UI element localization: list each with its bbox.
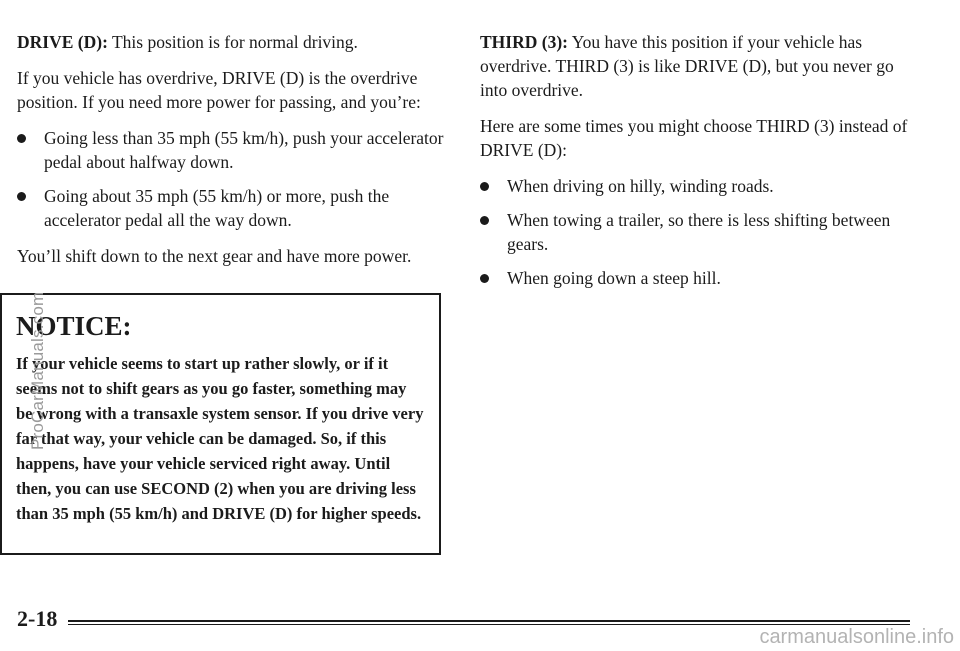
footer-divider bbox=[68, 620, 910, 625]
bottom-watermark: carmanualsonline.info bbox=[759, 626, 954, 648]
third-heading: THIRD (3): bbox=[480, 32, 568, 52]
right-column bbox=[480, 30, 920, 302]
drive-heading: DRIVE (D): bbox=[17, 32, 108, 52]
third-text: You have this position if your vehicle has overdrive. THIRD (3) is like DRIVE (D), but you never go into overdrive. bbox=[480, 32, 894, 100]
notice-title: NOTICE: bbox=[16, 311, 132, 341]
bullet-text: Going about 35 mph (55 km/h) or more, push the accelerator pedal all the way down. bbox=[44, 186, 390, 230]
bullet-text: When driving on hilly, winding roads. bbox=[507, 176, 774, 196]
list-item bbox=[480, 266, 920, 290]
bullet-text: When towing a trailer, so there is less shifting between gears. bbox=[507, 210, 891, 254]
bullet-text: When going down a steep hill. bbox=[507, 268, 721, 288]
bullet-icon bbox=[17, 134, 26, 143]
passing-bullet-list bbox=[17, 126, 449, 232]
notice-box bbox=[0, 293, 441, 555]
choose-paragraph: Here are some times you might choose THIRD (3) instead of DRIVE (D): bbox=[480, 116, 908, 160]
drive-text: This position is for normal driving. bbox=[107, 32, 358, 52]
notice-body: If your vehicle seems to start up rather slowly, or if it seems not to shift gears as you go faster, something may be wrong with a transaxle system sensor. If you drive very far that way, your vehicle can be damaged. So, if this happens, have your vehicle serviced right away. Until then, you can use SECOND (2) when you are driving less than 35 mph (55 km/h) and DRIVE (D) for higher speeds. bbox=[16, 354, 424, 523]
drive-paragraph bbox=[17, 30, 449, 54]
bullet-icon bbox=[480, 182, 489, 191]
bullet-text: Going less than 35 mph (55 km/h), push your accelerator pedal about halfway down. bbox=[44, 128, 444, 172]
bullet-icon bbox=[480, 216, 489, 225]
list-item bbox=[480, 208, 920, 256]
left-column bbox=[17, 30, 449, 280]
side-watermark: ProCarManuals.com bbox=[28, 291, 47, 450]
overdrive-paragraph: If you vehicle has overdrive, DRIVE (D) is the overdrive position. If you need more power for passing, and you’re: bbox=[17, 68, 421, 112]
list-item bbox=[17, 184, 449, 232]
shift-paragraph: You’ll shift down to the next gear and have more power. bbox=[17, 246, 412, 266]
list-item bbox=[17, 126, 449, 174]
bullet-icon bbox=[480, 274, 489, 283]
list-item bbox=[480, 174, 920, 198]
bullet-icon bbox=[17, 192, 26, 201]
third-paragraph bbox=[480, 30, 920, 102]
third-bullet-list bbox=[480, 174, 920, 290]
page-number: 2-18 bbox=[17, 606, 58, 631]
